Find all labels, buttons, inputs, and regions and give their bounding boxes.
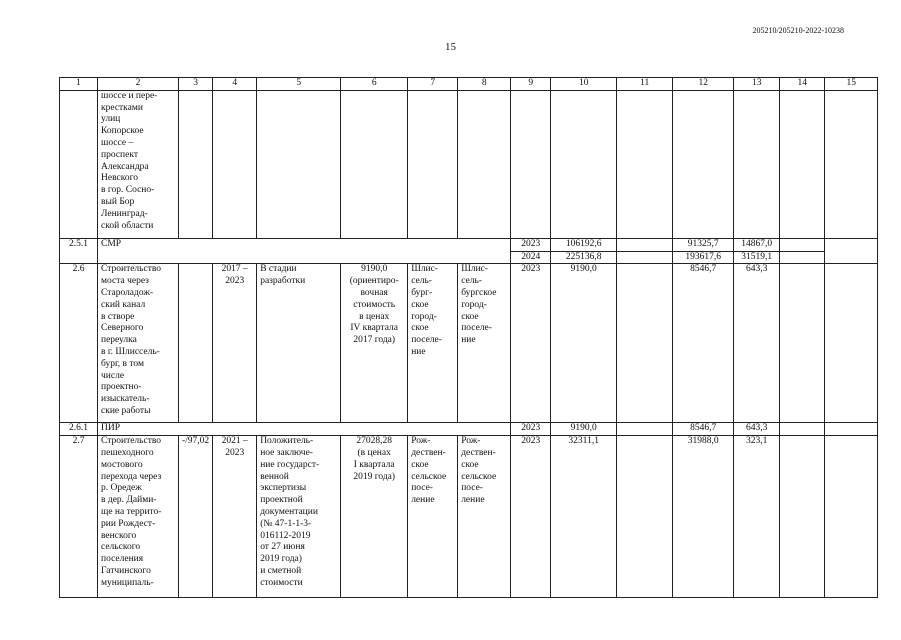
- cell-owner: Рож- дествен- ское сельское посе- ление: [458, 436, 511, 598]
- cell-name: шоссе и пере- крестками улиц Копорское шоссе – проспект Александра Невского в гор. Сосно- вый Бор Ленинград- ской области: [98, 90, 179, 238]
- cell-num: 2.6.1: [60, 423, 98, 436]
- cell-year: 2023: [511, 238, 551, 251]
- table-row: [60, 90, 878, 238]
- cell-col13: 643,3: [734, 423, 780, 436]
- cell-total: 9190,0: [551, 423, 617, 436]
- cell-num: 2.6: [60, 264, 98, 423]
- cell-name: Строительство пешеходного мостового перехода через р. Оредеж в дер. Дайми- ще на террито- рии Рождест- венского сельского поселения Гатчинского муниципаль-: [98, 436, 179, 598]
- cell-year: 2024: [511, 251, 551, 264]
- cell-owner: Шлис- сель- бургское город- ское поселе- ние: [458, 264, 511, 423]
- column-number-row: [60, 78, 878, 91]
- document-number: 205210/205210-2022-10238: [752, 26, 844, 35]
- cell-year: 2023: [511, 423, 551, 436]
- col-header: 5: [257, 78, 341, 91]
- cell-customer: Шлис- сель- бург- ское город- ское поселе- ние: [408, 264, 458, 423]
- cell-col13: 14867,0: [734, 238, 780, 251]
- col-header: 7: [408, 78, 458, 91]
- cell-name: Строительство моста через Староладож- ский канал в створе Северного переулка в г. Шлиссель- бург, в том числе проектно- изыскатель- ские работы: [98, 264, 179, 423]
- cell-col12: 31988,0: [673, 436, 734, 598]
- cell-total: 225136,8: [551, 251, 617, 264]
- col-header: 12: [673, 78, 734, 91]
- cell-period: 2017 – 2023: [213, 264, 257, 423]
- table-row: [60, 264, 878, 423]
- cell-status: Положитель- ное заключе- ние государст- венной экспертизы проектной документации (№ 47-1-1-3- 016112-2019 от 27 июня 2019 года) и сметной стоимости: [257, 436, 341, 598]
- cell-name: ПИР: [98, 423, 511, 436]
- cell-num: 2.5.1: [60, 238, 98, 264]
- table-row: [60, 238, 878, 251]
- col-header: 14: [780, 78, 825, 91]
- col-header: 10: [551, 78, 617, 91]
- cell-year: 2023: [511, 264, 551, 423]
- page-number: 15: [445, 41, 456, 53]
- col-header: 13: [734, 78, 780, 91]
- col-header: 8: [458, 78, 511, 91]
- cell-year: 2023: [511, 436, 551, 598]
- cell-period: 2021 – 2023: [213, 436, 257, 598]
- col-header: 6: [341, 78, 408, 91]
- cell-col12: 8546,7: [673, 423, 734, 436]
- cell-col13: 31519,1: [734, 251, 780, 264]
- cell-col13: 643,3: [734, 264, 780, 423]
- cell-col12: 8546,7: [673, 264, 734, 423]
- cell-total: 9190,0: [551, 264, 617, 423]
- col-header: 15: [825, 78, 878, 91]
- col-header: 9: [511, 78, 551, 91]
- cell-num: 2.7: [60, 436, 98, 598]
- col-header: 1: [60, 78, 98, 91]
- table-row: [60, 436, 878, 598]
- col-header: 4: [213, 78, 257, 91]
- cell-total: 32311,1: [551, 436, 617, 598]
- cell-customer: Рож- дествен- ское сельское посе- ление: [408, 436, 458, 598]
- cell-col13: 323,1: [734, 436, 780, 598]
- budget-table: [59, 77, 878, 598]
- table-row: [60, 423, 878, 436]
- col-header: 3: [179, 78, 213, 91]
- cell-num: [60, 90, 98, 238]
- cell-col12: 91325,7: [673, 238, 734, 251]
- cell-cost: 9190,0 (ориентиро- вочная стоимость в ценах IV квартала 2017 года): [341, 264, 408, 423]
- cell-col12: 193617,6: [673, 251, 734, 264]
- cell-cost: 27028,28 (в ценах I квартала 2019 года): [341, 436, 408, 598]
- cell-status: В стадии разработки: [257, 264, 341, 423]
- cell-total: 106192,6: [551, 238, 617, 251]
- cell-length: -/97,02: [179, 436, 213, 598]
- cell-name: СМР: [98, 238, 511, 264]
- col-header: 11: [617, 78, 673, 91]
- col-header: 2: [98, 78, 179, 91]
